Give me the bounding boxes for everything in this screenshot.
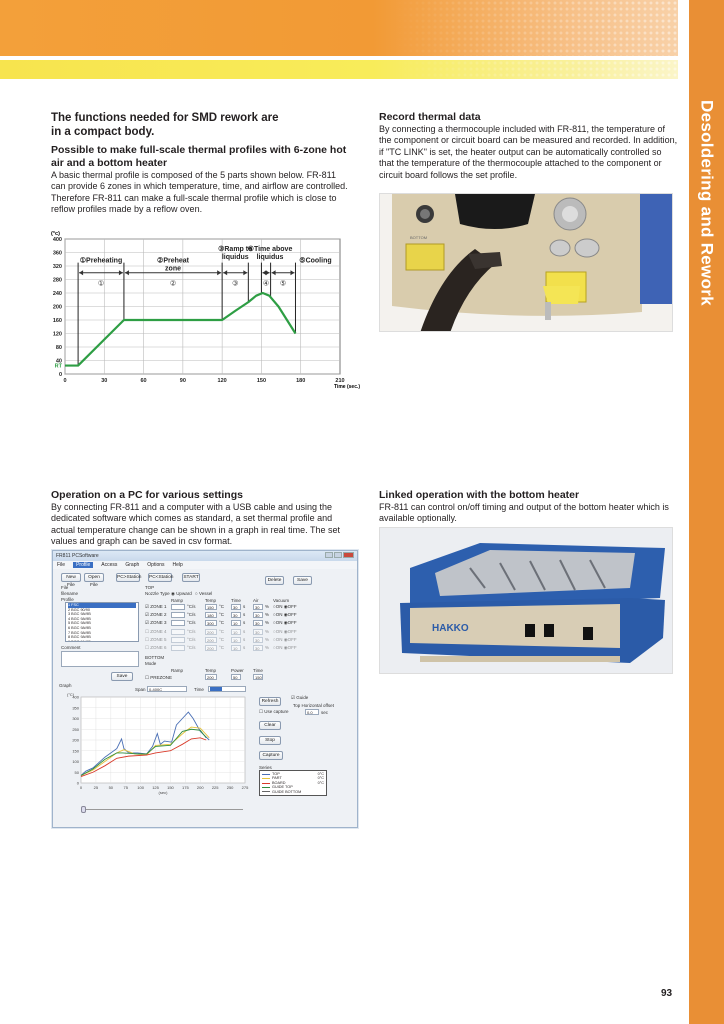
vessel-radio[interactable]: ○ Vessel	[195, 591, 213, 596]
zone-vacuum-radio[interactable]: ○ON ◉OFF	[273, 628, 297, 634]
profile-list-item[interactable]: 2 BGC 90/90	[68, 607, 90, 612]
y-tick-label: 0	[58, 372, 62, 378]
offset-field[interactable]: 0.0	[305, 709, 319, 715]
software-window	[52, 550, 358, 828]
zone-time-field[interactable]: 10	[231, 629, 241, 635]
air-header: Air	[253, 598, 259, 603]
phase-marker: ②	[169, 280, 177, 288]
temp-header: Temp	[205, 598, 217, 603]
y-tick-label: 240	[52, 291, 62, 297]
legend-name: GUIDE BOTTOM	[272, 789, 302, 794]
photo-bottom-label: BOTTOM	[410, 235, 428, 240]
zone-time-field[interactable]: 10	[231, 645, 241, 651]
bottom-label: BOTTOM	[145, 655, 165, 660]
capture-button[interactable]: Capture	[259, 751, 283, 760]
section-bottom-heater	[379, 489, 679, 525]
zone-time-unit: s	[243, 612, 246, 618]
y-tick-label: 360	[52, 250, 62, 257]
legend-swatch	[262, 778, 270, 779]
sw-x-tick: 275	[241, 785, 249, 790]
profile-label: Profile	[61, 597, 74, 602]
zone-temp-field[interactable]: 200	[205, 645, 217, 651]
bottom-power-header: Power	[231, 668, 244, 673]
pc-to-station-button[interactable]: PC>Station	[117, 575, 142, 580]
time-slider-track[interactable]	[83, 809, 243, 810]
x-axis-label: Time (sec.)	[334, 384, 360, 390]
span-label: Span	[135, 687, 146, 692]
bottom-time-header: Time	[253, 668, 263, 673]
photo-bottom-heater-art	[380, 528, 673, 674]
zone-air-unit: %	[265, 628, 270, 634]
top-label: TOP	[145, 585, 155, 590]
legend-name: GUIDE TOP	[272, 785, 293, 790]
hakko-logo: HAKKO	[432, 623, 469, 634]
zone-temp-field[interactable]: 180	[205, 612, 217, 618]
legend-name: BOARD	[272, 780, 286, 785]
use-capture-label: Use capture	[264, 709, 289, 714]
zone-temp-field[interactable]: 150	[205, 604, 217, 610]
sw-x-tick: 50	[108, 785, 114, 790]
software-titlebar	[53, 551, 357, 561]
zone-vacuum-radio[interactable]: ○ON ◉OFF	[273, 604, 297, 609]
vacuum-header: Vacuum	[273, 598, 290, 603]
phase-title: ③Ramp to liquidus	[218, 245, 253, 261]
sw-x-tick: 75	[123, 785, 128, 790]
sw-y-tick: 50	[74, 769, 79, 775]
header-banner-orange	[0, 0, 678, 56]
phase-marker: ⑤	[279, 280, 287, 288]
legend-swatch	[262, 791, 270, 792]
zone-temp-unit: °C	[219, 612, 225, 618]
zone-temp-field[interactable]: 300	[205, 620, 217, 626]
zone-ramp-unit: °C/s	[187, 645, 196, 650]
zone-checkbox[interactable]: ☐ ZONE 4	[145, 628, 167, 634]
section3-title: Operation on a PC for various settings	[51, 489, 243, 501]
sw-x-tick: 200	[196, 785, 204, 790]
sw-x-tick: 150	[167, 785, 174, 790]
sw-x-tick: 125	[152, 785, 159, 790]
time-slider-thumb[interactable]	[81, 806, 86, 813]
zone-air-unit: %	[265, 620, 270, 626]
rt-label: RT	[54, 363, 62, 370]
zone-temp-unit: °C	[219, 645, 225, 650]
sw-x-tick: 25	[93, 785, 99, 790]
profile-list-item[interactable]: 7 BGC 9A/9B	[68, 630, 91, 635]
zone-air-field[interactable]: 30	[253, 645, 263, 651]
minimize-icon[interactable]	[325, 552, 333, 558]
zone-temp-unit: °C	[219, 628, 225, 634]
y-tick-label: 280	[52, 277, 62, 284]
top-horizontal-offset-label: Top Horizontal offset	[293, 703, 334, 708]
zone-air-field[interactable]: 30	[253, 620, 263, 626]
profile-list-item[interactable]: 9 BGC 9A/9B	[68, 639, 91, 642]
y-tick-label: 160	[52, 318, 62, 324]
legend-swatch	[262, 787, 270, 788]
series-label: Series	[259, 765, 272, 770]
zone-temp-field[interactable]: 200	[205, 637, 217, 643]
legend-swatch	[262, 774, 270, 775]
side-tab-label-wrap	[689, 88, 724, 318]
zone-checkbox[interactable]: ☐ ZONE 6	[145, 645, 167, 650]
close-icon[interactable]	[343, 552, 354, 558]
section1-title-line2: in a compact body.	[51, 126, 155, 138]
delete-button[interactable]: Delete	[265, 576, 284, 585]
profile-listbox[interactable]	[65, 602, 139, 642]
menu-graph[interactable]: Graph	[125, 562, 140, 568]
zone-time-unit: s	[243, 604, 246, 609]
sw-y-tick: 150	[72, 748, 79, 754]
zone-ramp-unit: °C/s	[187, 636, 196, 642]
phase-title: ①Preheating	[79, 257, 123, 265]
y-tick-label: 40	[55, 358, 62, 365]
maximize-icon[interactable]	[334, 552, 342, 558]
section2-body: By connecting a thermocouple included with FR-811, the temperature of the component or circuit board can be measured and recorded. In addition, if "TC LINK" is set, the heater output can be automatically controlled so that the temperature of the thermocouple attached to the component or circuit board follows the set profile.	[379, 124, 678, 180]
new-file-button[interactable]: New File	[61, 573, 81, 582]
sw-x-tick: 250	[226, 785, 234, 790]
upward-radio[interactable]: ◉ Upward	[171, 591, 192, 596]
section1-subtitle: Possible to make full-scale thermal profiles with 6-zone hot air and a bottom heater	[51, 144, 347, 169]
software-title: FR811 PCSoftware	[56, 553, 99, 559]
zone-ramp-select[interactable]	[171, 620, 185, 626]
guide-checkbox[interactable]: ☑ Guide	[291, 695, 309, 700]
x-tick-label: 150	[256, 378, 267, 384]
sw-y-tick: 0	[76, 780, 79, 786]
series-legend	[259, 770, 327, 796]
time-header: Time	[231, 598, 241, 603]
zone-ramp-select[interactable]	[171, 637, 185, 643]
legend-value: 0°C	[317, 776, 324, 781]
zone-ramp-select[interactable]	[171, 645, 185, 651]
sw-x-tick: 175	[182, 785, 189, 790]
x-tick-label: 180	[296, 378, 306, 384]
switch-1	[525, 624, 535, 637]
zone-ramp-select[interactable]	[171, 612, 185, 618]
bottom-temp-field[interactable]: 200	[205, 674, 217, 680]
phase-marker: ④	[262, 280, 270, 288]
zone-time-field[interactable]: 10	[231, 637, 241, 643]
save-profile-button[interactable]: Save	[293, 576, 312, 585]
clear-button[interactable]: Clear	[259, 721, 281, 730]
section-record-thermal	[379, 111, 679, 181]
vessel-label: Vessel	[198, 591, 213, 596]
sw-y-tick: 300	[72, 716, 79, 721]
upward-label: Upward	[176, 591, 192, 596]
menu-help[interactable]: Help	[172, 562, 183, 568]
stop-button[interactable]: Stop	[259, 736, 281, 745]
x-tick-label: 210	[335, 378, 345, 384]
zone-vacuum-radio[interactable]: ○ON ◉OFF	[273, 636, 297, 642]
offset-unit: sec	[321, 710, 329, 715]
profile-list-item[interactable]: 8 BGC 9A/9B	[68, 635, 91, 640]
zone-time-unit: s	[243, 620, 246, 626]
comment-field[interactable]	[61, 651, 139, 667]
zone-checkbox[interactable]: ☐ ZONE 5	[145, 636, 167, 642]
nozzle-type-label: Nozzle Type	[145, 591, 170, 596]
zone-time-unit: s	[243, 628, 246, 634]
bottom-time-field[interactable]: 150	[255, 675, 262, 680]
header-banner-yellow	[0, 60, 678, 79]
software-graph	[63, 691, 253, 801]
section3-body: By connecting FR-811 and a computer with a USB cable and using the dedicated software which comes as standard, a set thermal profile and actual temperature change can be shown in a graph in real time. The set values and graph can be saved in csv format.	[51, 502, 341, 547]
bottom-ramp-header: Ramp	[171, 668, 184, 673]
prezone-label: PREZONE	[150, 675, 173, 680]
start-button[interactable]: START	[183, 575, 199, 580]
thermal-profile-chart	[40, 228, 360, 393]
y-tick-label: 80	[55, 345, 62, 351]
sw-x-tick: 100	[137, 785, 144, 790]
x-tick-label: 90	[179, 378, 186, 384]
zone-vacuum-radio[interactable]: ○ON ◉OFF	[273, 645, 297, 650]
photo-thermocouple-art	[380, 194, 673, 332]
switch-3	[583, 627, 593, 640]
zone-checkbox[interactable]: ☑ ZONE 1	[145, 604, 167, 609]
zone-time-field[interactable]: 10	[231, 620, 241, 626]
sw-x-label: (sec)	[158, 790, 168, 795]
y-tick-label: 120	[52, 331, 62, 338]
phase-title: ④Time above liquidus	[247, 245, 293, 261]
filename-value: filename	[61, 591, 79, 596]
profile-list-item[interactable]: 6 BGC 9A/9B	[68, 625, 91, 630]
section-pc-operation	[51, 489, 356, 548]
section4-body: FR-811 can control on/off timing and output of the bottom heater which is available optionally.	[379, 502, 669, 524]
menu-access[interactable]: Access	[101, 562, 118, 568]
prezone-checkbox[interactable]: ☐ PREZONE	[145, 675, 173, 680]
legend-entry	[262, 790, 324, 794]
x-tick-label: 30	[101, 378, 108, 384]
ramp-header: Ramp	[171, 598, 184, 603]
guide-label: Guide	[296, 695, 309, 700]
y-axis-label: (°c)	[51, 231, 60, 237]
open-file-button[interactable]: Open File	[84, 573, 104, 582]
section4-title: Linked operation with the bottom heater	[379, 489, 580, 501]
zone-vacuum-radio[interactable]: ○ON ◉OFF	[273, 612, 297, 618]
legend-swatch	[262, 783, 270, 784]
sw-y-tick: 250	[72, 726, 79, 732]
zone-air-unit: %	[265, 636, 270, 642]
profile-list-item[interactable]: 1 FSC	[68, 603, 136, 608]
zone-air-unit: %	[265, 612, 270, 618]
bottom-power-field[interactable]: 50	[231, 674, 241, 680]
zone-temp-field[interactable]: 200	[205, 629, 217, 635]
phase-marker: ①	[97, 280, 105, 288]
zone-time-unit: s	[243, 645, 246, 650]
zone-ramp-unit: °C/s	[187, 628, 196, 634]
zone-temp-unit: °C	[219, 636, 225, 642]
zone-ramp-select[interactable]	[171, 604, 185, 610]
legend-name: PART	[272, 776, 282, 781]
side-tab-label: Desoldering and Rework	[697, 100, 717, 306]
sw-y-label: (°C)	[67, 692, 75, 697]
zone-checkbox[interactable]: ☑ ZONE 2	[145, 612, 167, 618]
y-tick-label: 320	[52, 264, 62, 270]
zone-temp-unit: °C	[219, 620, 225, 626]
x-tick-label: 120	[217, 378, 227, 384]
comment-label: Comment	[61, 645, 81, 650]
zone-air-field[interactable]: 30	[253, 604, 263, 610]
photo-bottom-heater	[379, 527, 673, 674]
zone-air-field[interactable]: 30	[253, 629, 263, 635]
sw-y-tick: 350	[72, 705, 79, 711]
mode-label: Mode	[145, 661, 157, 666]
span-select[interactable]: 0-400C	[147, 686, 187, 692]
time-select-label: Time	[194, 687, 204, 692]
legend-value: 0°C	[317, 772, 324, 776]
refresh-button[interactable]: Refresh	[259, 697, 281, 706]
section-smd-rework	[51, 111, 351, 216]
zone-time-field[interactable]: 30	[231, 604, 241, 610]
zone-ramp-unit: °C/s	[187, 612, 196, 618]
legend-value: 0°C	[317, 780, 324, 785]
legend-name: TOP	[272, 772, 280, 776]
y-tick-label: 200	[52, 304, 62, 311]
x-tick-label: 60	[140, 378, 147, 384]
zone-air-unit: %	[265, 645, 270, 650]
y-tick-label: 400	[52, 237, 62, 243]
sw-y-tick: 200	[72, 737, 79, 743]
menu-options[interactable]: Options	[147, 562, 165, 568]
zone-vacuum-radio[interactable]: ○ON ◉OFF	[273, 620, 297, 626]
zone-ramp-unit: °C/s	[187, 604, 196, 609]
zone-air-field[interactable]: 30	[253, 637, 263, 643]
photo-thermocouple	[379, 193, 673, 332]
zone-temp-unit: °C	[219, 604, 225, 609]
switch-2	[544, 624, 554, 637]
zone-air-field[interactable]: 30	[253, 612, 263, 618]
zone-ramp-select[interactable]	[171, 629, 185, 635]
zone-ramp-unit: °C/s	[187, 620, 196, 626]
bottom-temp-header: Temp	[205, 668, 217, 673]
page-number: 93	[661, 988, 673, 999]
zone-time-unit: s	[243, 636, 246, 642]
phase-title: ⑤Cooling	[299, 257, 332, 265]
x-tick-label: 0	[63, 378, 67, 384]
profile-list-item[interactable]: 4 BGC 9A/9B	[68, 616, 91, 621]
section2-title: Record thermal data	[379, 111, 481, 123]
sw-x-tick: 225	[211, 785, 219, 790]
graph-label: Graph	[59, 683, 72, 688]
profile-list-item[interactable]: 3 BGC 9A/9B	[68, 612, 91, 617]
menu-profile[interactable]: Profile	[73, 562, 93, 568]
phase-marker: ③	[232, 280, 239, 288]
file-label: File	[61, 585, 69, 590]
software-menubar	[53, 561, 357, 569]
sw-y-tick: 100	[72, 759, 79, 764]
sw-x-tick: 0	[79, 785, 83, 790]
zone-air-unit: %	[265, 604, 270, 609]
section1-title-line1: The functions needed for SMD rework are	[51, 112, 279, 124]
sw-y-tick: 400	[72, 694, 79, 700]
zone-time-field[interactable]: 30	[231, 612, 241, 618]
menu-file[interactable]: File	[57, 562, 66, 568]
save-button[interactable]: Save	[111, 672, 133, 681]
section1-body: A basic thermal profile is composed of the 5 parts shown below. FR-811 can provide 6 zones in which temperature, time, and airflow are controlled. Therefore FR-811 can make a full-scale thermal profile which is close to reflow profiles made by a reflow oven.	[51, 170, 348, 215]
station-to-pc-button[interactable]: PC<Station	[149, 575, 174, 580]
phase-title: ②Preheat zone	[157, 257, 190, 273]
zone-checkbox[interactable]: ☑ ZONE 3	[145, 620, 167, 626]
profile-list-item[interactable]: 5 BGC 9A/9B	[68, 621, 91, 626]
use-capture-checkbox[interactable]: ☐ Use capture	[259, 709, 289, 714]
